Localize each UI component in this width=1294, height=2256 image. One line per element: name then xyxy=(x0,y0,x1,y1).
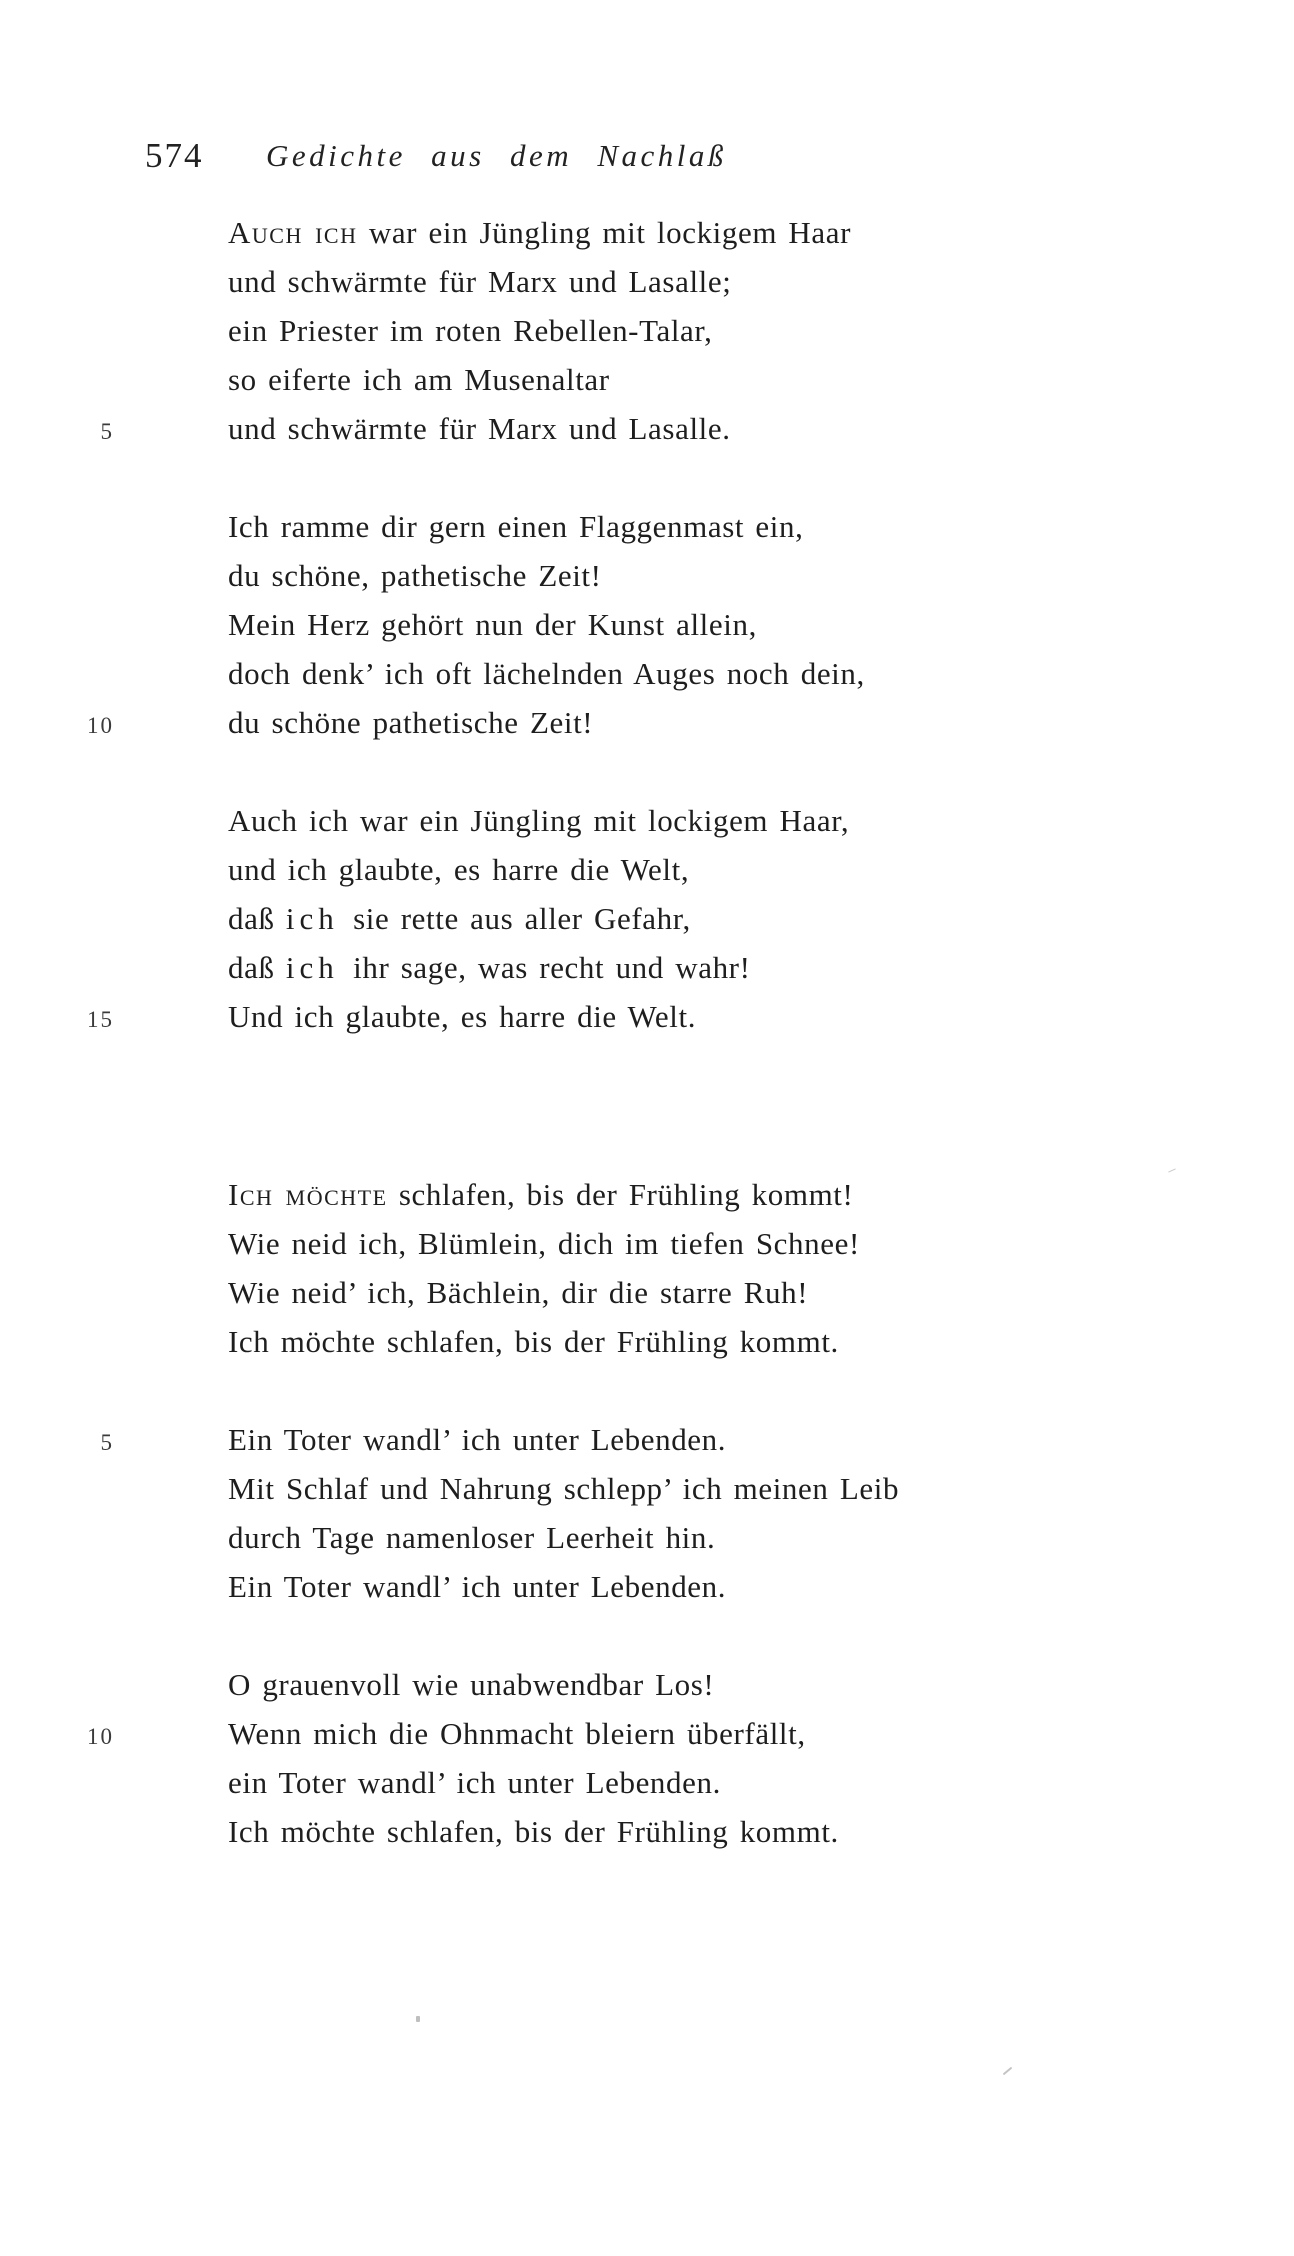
poem-line xyxy=(228,894,1188,943)
poem-line xyxy=(228,1268,1188,1317)
stanza xyxy=(100,1415,1188,1611)
line-text: so eiferte ich am Musenaltar xyxy=(228,362,610,397)
stanza xyxy=(87,796,1188,1041)
poem-line xyxy=(228,649,1188,698)
poem-line xyxy=(228,600,1188,649)
poem-first xyxy=(87,208,1188,1041)
poem-line xyxy=(100,1415,1188,1464)
line-number: 10 xyxy=(87,1724,114,1749)
poem-line xyxy=(228,1170,1188,1219)
line-number: 5 xyxy=(100,1430,114,1455)
line-text: und schwärmte für Marx und Lasalle; xyxy=(228,264,732,299)
line-text: Ich möchte schlafen, bis der Frühling kommt. xyxy=(228,1324,839,1359)
line-text: Ich möchte schlafen, bis der Frühling kommt. xyxy=(228,1814,839,1849)
line-number: 10 xyxy=(87,713,114,738)
stanza xyxy=(87,1660,1188,1856)
line-text: Ich ramme dir gern einen Flaggenmast ein, xyxy=(228,509,804,544)
poem-line xyxy=(228,1562,1188,1611)
line-text: Wie neid ich, Blümlein, dich im tiefen Schnee! xyxy=(228,1226,860,1261)
line-text: und ich glaubte, es harre die Welt, xyxy=(228,852,690,887)
line-text: Auch ich war ein Jüngling mit lockigem Haar, xyxy=(228,803,850,838)
line-text: O grauenvoll wie unabwendbar Los! xyxy=(228,1667,715,1702)
poem-line xyxy=(228,551,1188,600)
stanza xyxy=(87,502,1188,747)
line-text: Ein Toter wandl’ ich unter Lebenden. xyxy=(228,1422,727,1457)
poem-line xyxy=(228,1758,1188,1807)
poem-line xyxy=(228,355,1188,404)
line-text: Mein Herz gehört nun der Kunst allein, xyxy=(228,607,757,642)
poem-line xyxy=(228,208,1188,257)
running-header: Gedichte aus dem Nachlaß xyxy=(266,138,727,173)
poem-line xyxy=(228,943,1188,992)
stanza xyxy=(228,1170,1188,1366)
line-text: war ein Jüngling mit lockigem Haar xyxy=(357,215,852,250)
line-text: Ein Toter wandl’ ich unter Lebenden. xyxy=(228,1569,727,1604)
line-text: Ich möchte xyxy=(228,1177,388,1212)
line-text: doch denk’ ich oft lächelnden Auges noch dein, xyxy=(228,656,865,691)
line-text: ich xyxy=(285,901,339,936)
line-text: ihr sage, was recht und wahr! xyxy=(341,950,751,985)
poem-line xyxy=(228,257,1188,306)
line-text: ich xyxy=(285,950,339,985)
poem-line xyxy=(228,1807,1188,1856)
line-number: 15 xyxy=(87,1007,114,1032)
line-text: daß xyxy=(228,901,286,936)
poem-line xyxy=(228,845,1188,894)
poem-line xyxy=(228,1513,1188,1562)
line-text: sie rette aus aller Gefahr, xyxy=(341,901,691,936)
poem-line xyxy=(228,1219,1188,1268)
poem-line xyxy=(228,796,1188,845)
line-text: ein Priester im roten Rebellen-Talar, xyxy=(228,313,713,348)
line-text: Wie neid’ ich, Bächlein, dir die starre Ruh! xyxy=(228,1275,809,1310)
line-text: und schwärmte für Marx und Lasalle. xyxy=(228,411,731,446)
scan-speck xyxy=(416,2016,420,2022)
poem-line xyxy=(87,1709,1188,1758)
line-text: schlafen, bis der Frühling kommt! xyxy=(387,1177,854,1212)
poem-line xyxy=(87,992,1188,1041)
line-text: Mit Schlaf und Nahrung schlepp’ ich meinen Leib xyxy=(228,1471,900,1506)
poem-second xyxy=(87,1170,1188,1856)
poem-line xyxy=(228,306,1188,355)
page-number: 574 xyxy=(145,136,204,175)
stanza xyxy=(100,208,1188,453)
scan-speck xyxy=(1003,2067,1013,2076)
poem-line xyxy=(228,1317,1188,1366)
line-text: Auch ich xyxy=(228,215,358,250)
line-text: Und ich glaubte, es harre die Welt. xyxy=(228,999,697,1034)
line-text: durch Tage namenloser Leerheit hin. xyxy=(228,1520,716,1555)
poem-line xyxy=(228,1464,1188,1513)
poem-line xyxy=(87,698,1188,747)
line-text: du schöne pathetische Zeit! xyxy=(228,705,594,740)
poem-line xyxy=(100,404,1188,453)
line-text: daß xyxy=(228,950,286,985)
line-text: ein Toter wandl’ ich unter Lebenden. xyxy=(228,1765,721,1800)
line-text: Wenn mich die Ohnmacht bleiern überfällt, xyxy=(228,1716,806,1751)
poem-line xyxy=(228,1660,1188,1709)
line-number: 5 xyxy=(100,419,114,444)
poem-line xyxy=(228,502,1188,551)
line-text: du schöne, pathetische Zeit! xyxy=(228,558,602,593)
